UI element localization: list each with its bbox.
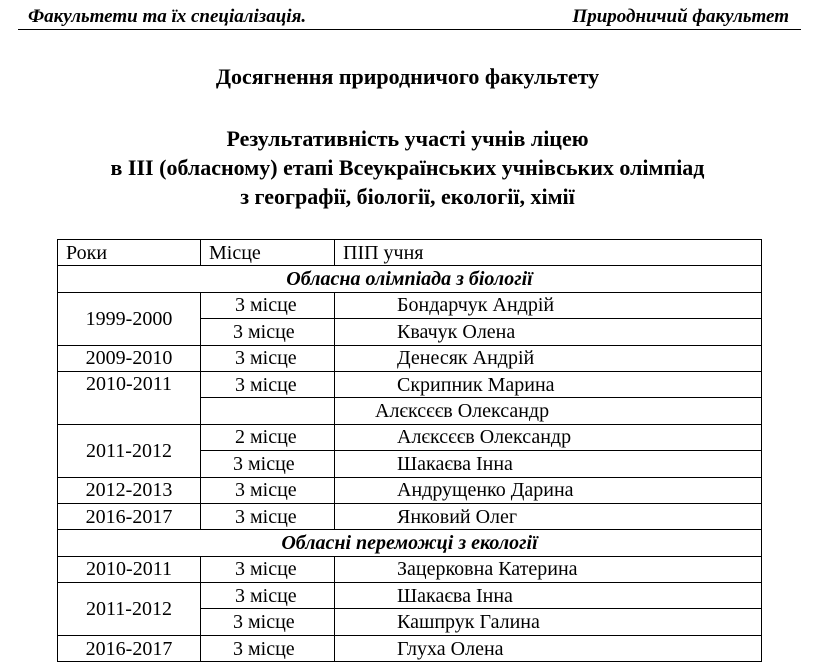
year-cell: 2016-2017 [58, 635, 201, 661]
table-header-row [58, 240, 762, 266]
place-cell: 3 місце [201, 371, 335, 397]
place-cell: 3 місце [201, 556, 335, 582]
column-header-name: ПІП учня [335, 240, 762, 266]
student-name-cell: Скрипник Марина [335, 371, 762, 397]
year-cell: 2016-2017 [58, 503, 201, 529]
place-cell: 3 місце [201, 451, 335, 477]
place-cell: 3 місце [201, 609, 335, 635]
student-name-cell: Янковий Олег [335, 503, 762, 529]
year-cell: 2011-2012 [58, 424, 201, 477]
header-right-text: Природничий факультет [572, 6, 789, 27]
column-header-years: Роки [58, 240, 201, 266]
section-row [58, 266, 762, 292]
section-title-ecology: Обласні переможці з екології [58, 530, 762, 556]
table-row [58, 424, 762, 450]
place-cell: 2 місце [201, 424, 335, 450]
place-cell: 3 місце [201, 583, 335, 609]
table-row [58, 371, 762, 397]
year-cell: 2009-2010 [58, 345, 201, 371]
student-name-cell: Глуха Олена [335, 635, 762, 661]
section-row [58, 530, 762, 556]
table-row [58, 503, 762, 529]
table-row [58, 583, 762, 609]
caption-line-2: в ІІІ (обласному) етапі Всеукраїнських учнівських олімпіад [110, 155, 705, 180]
place-cell: 3 місце [201, 292, 335, 318]
page-title: Досягнення природничого факультету [215, 64, 600, 89]
year-cell: 2010-2011 [58, 371, 201, 424]
column-header-place: Місце [201, 240, 335, 266]
student-name-cell: Бондарчук Андрій [335, 292, 762, 318]
place-cell: 3 місце [201, 477, 335, 503]
table-row [58, 635, 762, 661]
header-left-text: Факультети та їх спеціалізація. [28, 6, 307, 27]
place-cell: 3 місце [201, 503, 335, 529]
caption-line-3: з географії, біології, екології, хімії [240, 184, 575, 209]
student-name-cell: Квачук Олена [335, 319, 762, 345]
table-row [58, 477, 762, 503]
place-cell [201, 398, 335, 424]
student-name-cell: Андрущенко Дарина [335, 477, 762, 503]
table-row [58, 292, 762, 318]
student-name-cell: Алєксєєв Олександр [335, 424, 762, 450]
student-name-cell: Зацерковна Катерина [335, 556, 762, 582]
place-cell: 3 місце [201, 345, 335, 371]
table-row [58, 556, 762, 582]
section-title-biology: Обласна олімпіада з біології [58, 266, 762, 292]
table-row [58, 345, 762, 371]
results-table [57, 239, 762, 662]
student-name-cell: Шакаєва Інна [335, 583, 762, 609]
caption-line-1: Результативність участі учнів ліцею [226, 126, 589, 151]
student-name-cell: Шакаєва Інна [335, 451, 762, 477]
running-header [18, 6, 801, 30]
place-cell: 3 місце [201, 635, 335, 661]
year-cell: 2011-2012 [58, 583, 201, 636]
year-cell: 2010-2011 [58, 556, 201, 582]
student-name-cell: Алєксєєв Олександр [335, 398, 762, 424]
year-cell: 2012-2013 [58, 477, 201, 503]
year-cell: 1999-2000 [58, 292, 201, 345]
student-name-cell: Кашпрук Галина [335, 609, 762, 635]
table-caption [0, 124, 815, 211]
place-cell: 3 місце [201, 319, 335, 345]
student-name-cell: Денесяк Андрій [335, 345, 762, 371]
